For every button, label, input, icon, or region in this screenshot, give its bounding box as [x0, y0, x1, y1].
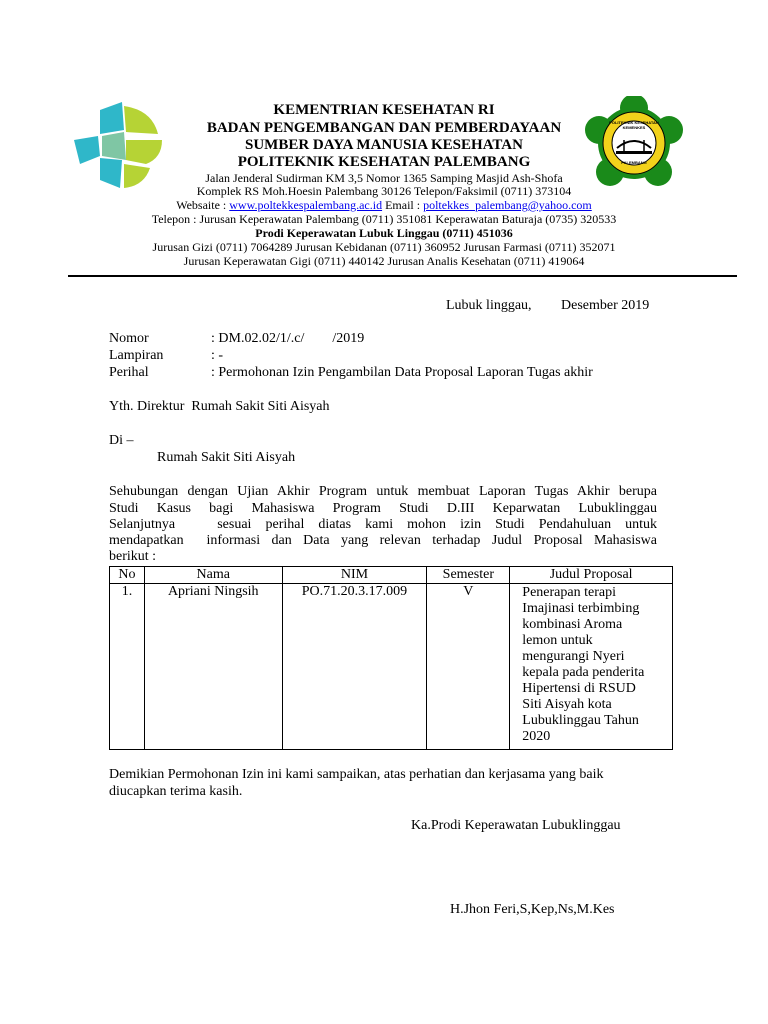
cell-no: 1.	[110, 584, 145, 750]
address-line-1: Jalan Jenderal Sudirman KM 3,5 Nomor 1365 Samping Masjid Ash-Shofa	[205, 171, 563, 185]
header-nama: Nama	[144, 567, 282, 584]
judul-line: Penerapan terapi	[522, 585, 616, 600]
recipient-place: Rumah Sakit Siti Aisyah	[157, 450, 296, 465]
closing-line-1: Demikian Permohonan Izin ini kami sampaikan, atas perhatian dan kerjasama yang baik	[109, 767, 604, 782]
prodi-line: Prodi Keperawatan Lubuk Linggau (0711) 451036	[255, 226, 513, 240]
closing-line-2: diucapkan terima kasih.	[109, 784, 243, 799]
header-judul: Judul Proposal	[510, 567, 673, 584]
phone-line-2: Jurusan Gizi (0711) 7064289 Jurusan Kebidanan (0711) 360952 Jurusan Farmasi (0711) 352071	[152, 240, 616, 254]
cell-judul	[510, 584, 673, 750]
meta-value-perihal: : Permohonan Izin Pengambilan Data Proposal Laporan Tugas akhir	[211, 365, 593, 380]
header-line-4: POLITEKNIK KESEHATAN PALEMBANG	[237, 154, 531, 170]
student-table	[109, 566, 673, 750]
recipient-yth: Yth. Direktur Rumah Sakit Siti Aisyah	[109, 399, 330, 414]
header-line-1: KEMENTRIAN KESEHATAN RI	[273, 102, 495, 118]
header-no: No	[110, 567, 145, 584]
cell-semester: V	[427, 584, 510, 750]
meta-label-lampiran: Lampiran	[109, 348, 164, 363]
judul-line: 2020	[522, 729, 551, 744]
judul-line: kepala pada penderita	[522, 665, 645, 680]
meta-value-nomor: : DM.02.02/1/.c/ /2019	[211, 331, 365, 346]
judul-line: Hipertensi di RSUD	[522, 681, 636, 696]
recipient-di: Di –	[109, 433, 134, 448]
header-divider	[68, 275, 737, 277]
date-value: Desember 2019	[561, 298, 650, 313]
phone-line-1: Telepon : Jurusan Keperawatan Palembang (0711) 351081 Keperawatan Baturaja (0735) 320533	[151, 212, 617, 226]
date-place: Lubuk linggau,	[446, 298, 532, 313]
contact-line	[0, 198, 768, 213]
website-link[interactable]: www.poltekkespalembang.ac.id	[229, 198, 383, 212]
judul-line: Siti Aisyah kota	[522, 697, 612, 712]
signature-name: H.Jhon Feri,S,Kep,Ns,M.Kes	[450, 902, 615, 917]
website-label: Websaite :	[176, 198, 230, 212]
signature-title: Ka.Prodi Keperawatan Lubuklinggau	[411, 818, 621, 833]
meta-label-perihal: Perihal	[109, 365, 149, 380]
body-line-1: Sehubungan dengan Ujian Akhir Program untuk membuat Laporan Tugas Akhir berupa	[109, 484, 657, 499]
email-label: Email :	[382, 198, 424, 212]
cell-nama: Apriani Ningsih	[144, 584, 282, 750]
meta-label-nomor: Nomor	[109, 331, 149, 346]
cell-nim: PO.71.20.3.17.009	[282, 584, 427, 750]
judul-line: Lubuklinggau Tahun	[522, 713, 639, 728]
meta-value-lampiran: : -	[211, 348, 224, 363]
body-line-5: berikut :	[109, 549, 157, 564]
judul-line: kombinasi Aroma	[522, 617, 623, 632]
logo-ring-text: POLITEKNIK KESEHATAN KEMENKES	[609, 120, 659, 130]
phone-line-3: Jurusan Keperawatan Gigi (0711) 440142 Jurusan Analis Kesehatan (0711) 419064	[183, 254, 585, 268]
address-line-2: Komplek RS Moh.Hoesin Palembang 30126 Telepon/Faksimil (0711) 373104	[196, 184, 572, 198]
header-semester: Semester	[427, 567, 510, 584]
judul-line: mengurangi Nyeri	[522, 649, 625, 664]
judul-line: Imajinasi terbimbing	[522, 601, 640, 616]
body-line-2: Studi Kasus bagi Mahasiswa Program Studi D.III Keparwatan Lubuklinggau	[109, 501, 657, 516]
table-row	[110, 584, 673, 750]
table-header-row	[110, 567, 673, 584]
header-line-2: BADAN PENGEMBANGAN DAN PEMBERDAYAAN	[206, 120, 562, 136]
body-line-4: mendapatkan informasi dan Data yang relevan terhadap Judul Proposal Mahasiswa	[109, 533, 657, 548]
body-line-3: Selanjutnya sesuai perihal diatas kami mohon izin Studi Pendahuluan untuk	[109, 517, 657, 532]
email-link[interactable]: poltekkes_palembang@yahoo.com	[423, 198, 592, 212]
logo-inner-text: PALEMBANG	[621, 160, 647, 165]
header-nim: NIM	[282, 567, 427, 584]
header-line-3: SUMBER DAYA MANUSIA KESEHATAN	[245, 137, 523, 153]
judul-line: lemon untuk	[522, 633, 593, 648]
